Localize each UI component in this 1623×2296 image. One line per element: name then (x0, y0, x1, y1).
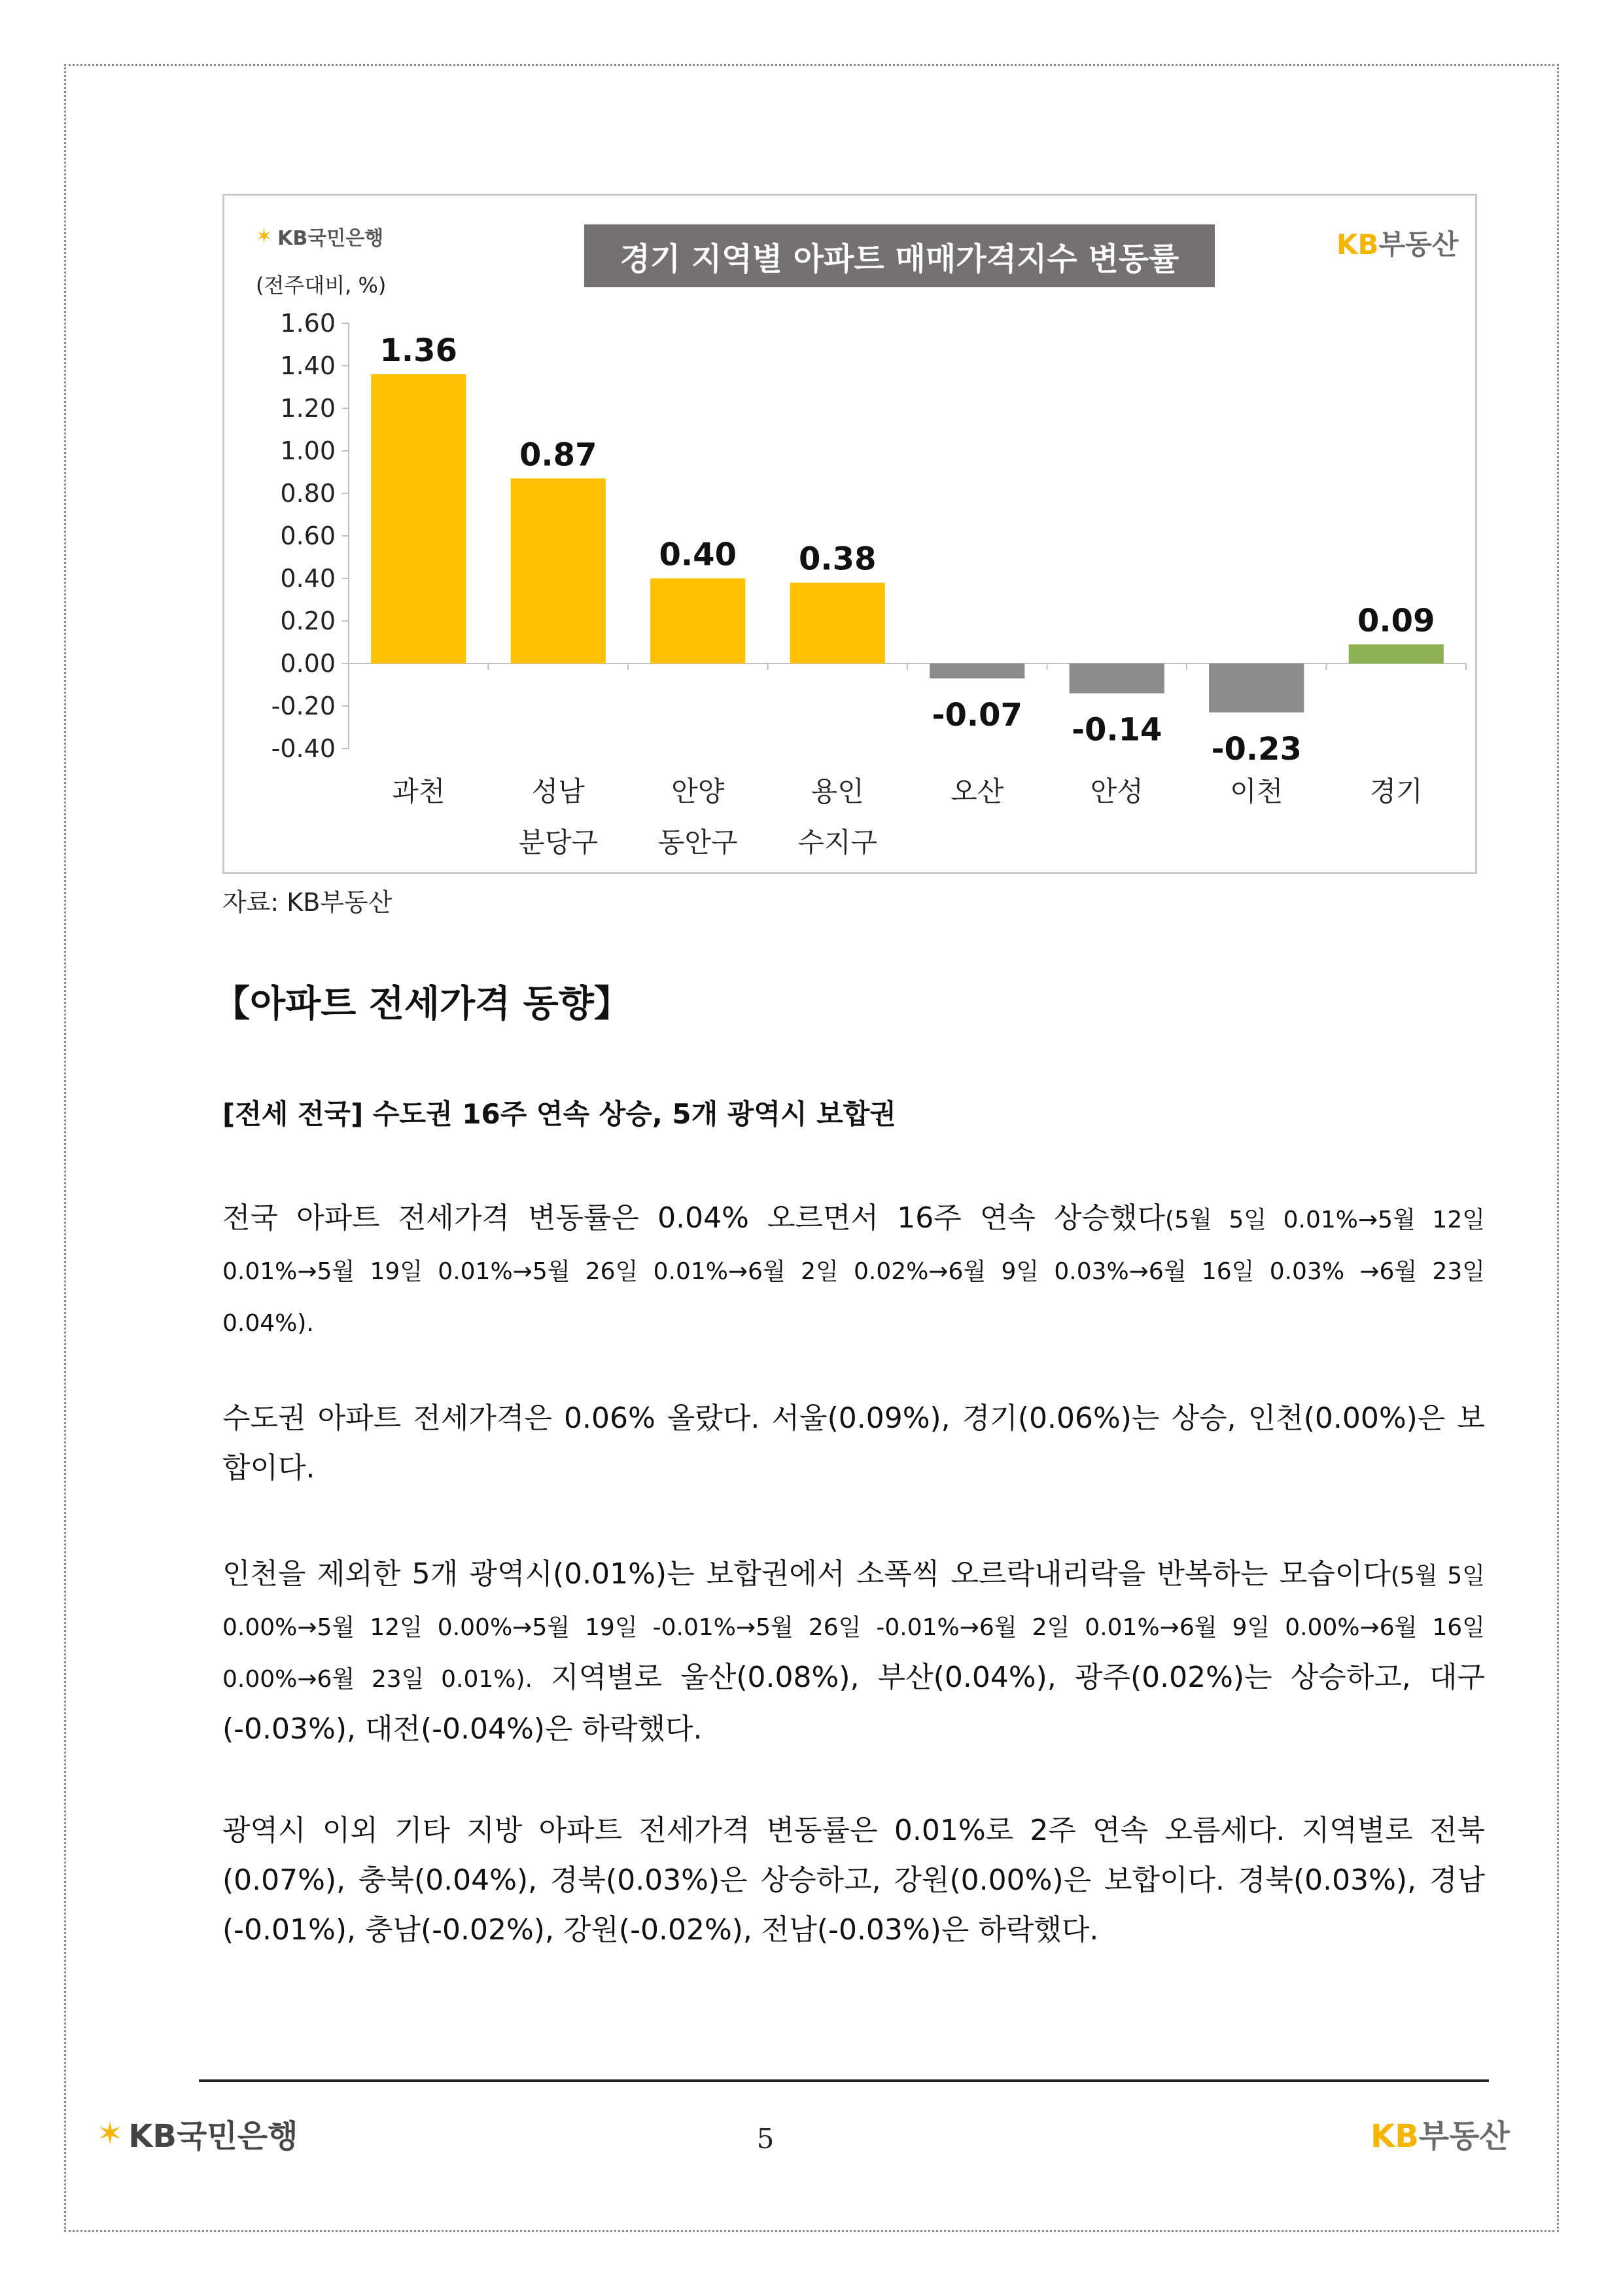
y-tick-label: 1.40 (280, 351, 336, 380)
category-label: 동안구 (657, 826, 738, 858)
bar-chart (224, 196, 1475, 872)
category-label: 경기 (1369, 775, 1423, 807)
bar (371, 374, 466, 663)
category-label: 이천 (1230, 775, 1283, 807)
page-number: 5 (756, 2123, 775, 2155)
category-label: 수지구 (797, 826, 878, 858)
category-label: 분당구 (518, 826, 599, 858)
y-tick-label: 0.20 (280, 607, 336, 635)
footer-kb-bank-logo (97, 2111, 298, 2156)
category-label: 과천 (392, 775, 445, 807)
bar-value-label: 0.38 (799, 540, 877, 578)
paragraph-3 (222, 1549, 1485, 1754)
kb-star-icon: ✶ (97, 2115, 124, 2152)
kb-star-icon: ✶ (256, 224, 273, 248)
bar (511, 478, 606, 663)
footer-divider (199, 2079, 1489, 2082)
bar-value-label: -0.07 (932, 696, 1022, 733)
subheading: [전세 전국] 수도권 16주 연속 상승, 5개 광역시 보합권 (222, 1098, 896, 1130)
y-tick-label: 1.00 (280, 436, 336, 465)
paragraph-1 (222, 1193, 1485, 1349)
bar (1070, 663, 1164, 694)
bar-value-label: 0.40 (659, 537, 737, 573)
paragraph-1-detail: (5월 5일 0.01%→5월 12일 0.01%→5월 19일 0.01%→5월 26일 0.01%→6월 2일 0.02%→6월 9일 0.03%→6월 16일 0.03% →6월 23일 0.04%). (222, 1207, 1485, 1337)
bar (1349, 645, 1444, 663)
y-tick-label: 0.00 (280, 649, 336, 678)
bar-value-label: -0.23 (1211, 730, 1302, 768)
bar-value-label: 0.87 (519, 436, 597, 474)
footer-kb-bank-logo-text: KB국민은행 (128, 2118, 298, 2155)
paragraph-4: 광역시 이외 기타 지방 아파트 전세가격 변동률은 0.01%로 2주 연속 오름세다. 지역별로 전북(0.07%), 충북(0.04%), 경북(0.03%)은 상승하고, 강원(0.00%)은 보합이다. 경북(0.03%), 경남(-0.01%), 충남(-0.02%), 강원(-0.02%), 전남(-0.03%)은 하락했다. (222, 1814, 1485, 1947)
y-tick-label: 1.60 (280, 309, 336, 338)
chart-source: 자료: KB부동산 (222, 888, 393, 917)
paragraph-3-detail: (5월 5일 0.00%→5월 12일 0.00%→5월 19일 -0.01%→5월 26일 -0.01%→6월 2일 0.01%→6월 9일 0.00%→6월 16일 0.00%→6월 23일 0.01%). (222, 1563, 1485, 1693)
y-tick-label: 0.40 (280, 564, 336, 593)
paragraph-2: 수도권 아파트 전세가격은 0.06% 올랐다. 서울(0.09%), 경기(0.06%)는 상승, 인천(0.00%)은 보합이다. (222, 1402, 1485, 1485)
bar (1209, 663, 1304, 713)
paragraph-1-main: 전국 아파트 전세가격 변동률은 0.04% 오르면서 16주 연속 상승했다 (222, 1201, 1165, 1235)
chart-panel (222, 194, 1477, 874)
y-axis-unit-label: (전주대비, %) (256, 273, 387, 298)
section-title: 【아파트 전세가격 동향】 (213, 983, 631, 1025)
y-tick-label: -0.40 (271, 734, 336, 763)
y-tick-label: -0.20 (271, 692, 336, 720)
category-label: 안성 (1090, 775, 1143, 807)
bar-value-label: -0.14 (1072, 711, 1162, 749)
paragraph-3-tail: 지역별로 울산(0.08%), 부산(0.04%), 광주(0.02%)는 상승하고, 대구(-0.03%), 대전(-0.04%)은 하락했다. (222, 1661, 1485, 1746)
category-label: 안양 (671, 775, 725, 807)
chart-kb-bank-logo-text: KB국민은행 (277, 227, 384, 250)
y-tick-label: 0.60 (280, 521, 336, 550)
bar (930, 663, 1024, 679)
bar-value-label: 1.36 (379, 332, 457, 369)
bar (790, 583, 885, 664)
footer-kb-realestate-logo: KB부동산 (1370, 2118, 1510, 2155)
bar (650, 578, 745, 663)
category-label: 오산 (951, 775, 1004, 807)
y-tick-label: 1.20 (280, 394, 336, 423)
chart-kb-realestate-logo: KB부동산 (1336, 228, 1459, 260)
category-label: 성남 (531, 775, 585, 807)
category-label: 용인 (811, 775, 864, 807)
bar-value-label: 0.09 (1357, 602, 1435, 639)
paragraph-3-main: 인천을 제외한 5개 광역시(0.01%)는 보합권에서 소폭씩 오르락내리락을 반복하는 모습이다 (222, 1557, 1391, 1591)
y-tick-label: 0.80 (280, 479, 336, 508)
chart-title: 경기 지역별 아파트 매매가격지수 변동률 (584, 224, 1215, 287)
